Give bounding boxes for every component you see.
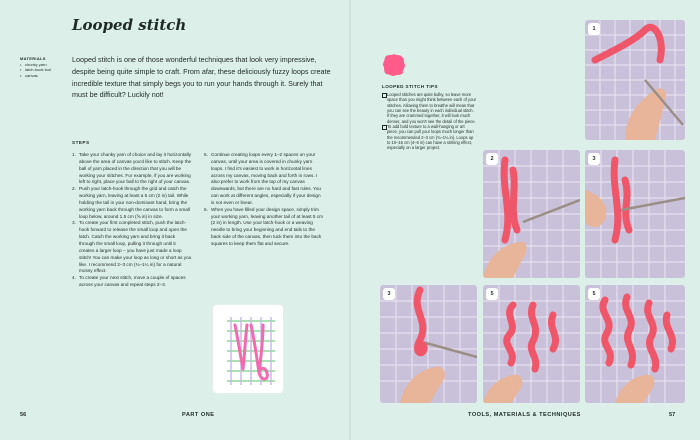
step-item — [204, 152, 324, 207]
step-photo — [380, 285, 477, 403]
materials-heading: MATERIALS — [20, 56, 46, 61]
step-number: 4. — [72, 275, 76, 281]
step-badge: 5 — [486, 288, 498, 300]
tip-item: Looped stitches are quite bulky, so leave more space than you might think between each of your stitches. Allowing them to breathe will mean that you can see the beauty in each individual stitch. If they are crammed together, it will look much denser, and you won't see the detail of the piece. — [382, 92, 476, 124]
tips-heading: LOOPED STITCH TIPS — [382, 84, 438, 89]
page-number-left: 56 — [20, 412, 27, 418]
step-badge: 3 — [588, 153, 600, 165]
page-title: Looped stitch — [72, 16, 187, 34]
part-label: PART ONE — [182, 412, 215, 418]
section-label: TOOLS, MATERIALS & TECHNIQUES — [468, 412, 581, 418]
step-number: 6. — [204, 206, 208, 212]
step-number: 2. — [72, 186, 76, 192]
step-item — [72, 152, 192, 186]
materials-item: • latch-hook tool — [20, 67, 68, 72]
step-photo — [483, 150, 580, 278]
looped-stitch-illustration — [213, 305, 283, 393]
step-number: 5. — [204, 152, 208, 157]
page-number-right: 57 — [669, 412, 676, 418]
step-number: 3. — [72, 220, 76, 226]
tip-item: To add bold texture to a wall-hanging or art piece, you can pull your loops much longer than the recommended 2–3 cm (¾–1¼ in). Loops up to 10–15 cm (4–6 in) can have a striking effect, especially on a larger project. — [382, 124, 476, 151]
step-text: Take your chunky yarn of choice and lay it horizontally above the area of canvas you'd like to stitch. Keep the ball of yarn placed in the direction that you will be working your stitches. For example, if you are working left to right, place your ball to the right of your canvas. — [79, 152, 192, 185]
fuzzy-blob-icon — [382, 53, 406, 77]
materials-item: • chunky yarn — [20, 62, 68, 67]
materials-box — [20, 56, 68, 78]
materials-item: • canvas — [20, 73, 68, 78]
step-photo — [585, 285, 685, 403]
step-text: When you have filled your design space, simply trim your working yarn, leaving another tail of at least 5 cm (2 in) in length. Use your latch-hook or a weaving needle to bring your beginning and end tails to the back side of the canvas, then tuck them into the back squares to keep them flat and secure. — [211, 206, 324, 246]
step-badge: 5 — [588, 288, 600, 300]
steps-column-1 — [72, 152, 192, 289]
step-item — [204, 207, 324, 248]
gutter — [349, 0, 351, 440]
step-text: To create your first completed stitch, push the latch-hook forward to release the small loop and open the latch. Catch the working yarn and bring it back through the small loop, pulling it through until it creates a larger loop – you have just made a loop stitch! You can make your loop as long or short as you like. I recommend 2–3 cm (¾–1¼ in) for a natural mossy effect. — [79, 220, 192, 274]
step-text: Push your latch-hook through the grid and catch the working yarn, leaving at least a 5 cm (2 in) tail. While holding the tail in your non-dominant hand, bring the working yarn back through the canvas to form a small loop below, around 1.5 cm (⅝ in) in size. — [79, 186, 190, 219]
step-photo — [585, 20, 685, 140]
step-text: Continue creating loops every 1–2 spaces on your canvas, until your area is covered in chunky yarn loops. I find it's easiest to work in horizontal lines across my canvas, moving back and forth in rows. I also prefer to work from the top of my canvas downwards, but there are no hard and fast rules. You can work at different angles, especially if your design is not even or linear. — [211, 152, 321, 205]
step-number: 1. — [72, 152, 76, 157]
step-photo — [483, 285, 580, 403]
steps-column-2 — [204, 152, 324, 248]
step-item — [72, 220, 192, 275]
tips-list — [382, 92, 476, 151]
step-badge: 2 — [486, 153, 498, 165]
step-photo — [585, 150, 685, 278]
steps-heading: STEPS — [72, 140, 90, 145]
step-item — [72, 275, 192, 289]
step-badge: 1 — [588, 23, 600, 35]
step-text: To create your next stitch, move a couple of spaces across your canvas and repeat steps 2–3. — [79, 275, 186, 288]
step-item — [72, 186, 192, 220]
intro-paragraph: Looped stitch is one of those wonderful techniques that look very impressive, despite being quite simple to craft. From afar, these deliciously fuzzy loops create incredible texture that simply begs you to run your hands through it. Surely that must be difficult? Luckily not! — [72, 55, 331, 100]
step-badge: 3 — [383, 288, 395, 300]
